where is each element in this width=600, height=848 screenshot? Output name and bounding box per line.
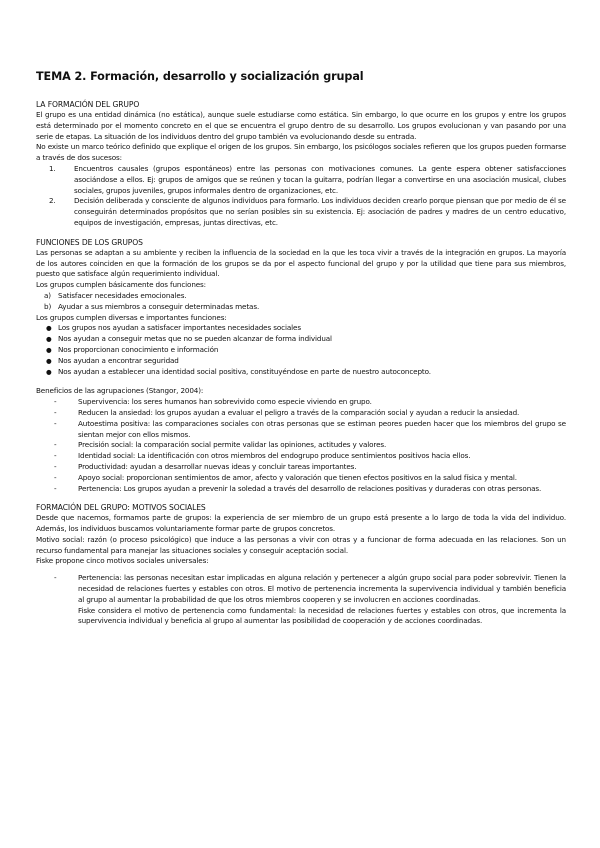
list-item xyxy=(36,196,566,228)
dash-marker: - xyxy=(54,483,57,493)
list-item-text: Reducen la ansiedad: los grupos ayudan a evaluar el peligro a través de la comparación social y ayudan a reducir la ansiedad. xyxy=(78,407,520,417)
numbered-list xyxy=(36,164,566,229)
paragraph: El grupo es una entidad dinámica (no estática), aunque suele estudiarse como estática. Sin embargo, lo que ocurre en los grupos y entre los grupos está determinado por el momento concreto en el que se encuentra el grupo dentro de su desarrollo. Los grupos evolucionan y van pasando por una serie de etapas. La situación de los individuos dentro del grupo también va evolucionando desde su entrada. xyxy=(36,110,566,141)
bullet-list xyxy=(36,323,566,377)
list-item-text: Nos proporcionan conocimiento e información xyxy=(58,344,219,354)
list-item-text: Ayudar a sus miembros a conseguir determinadas metas. xyxy=(58,301,260,311)
list-item-text: Los grupos nos ayudan a satisfacer importantes necesidades sociales xyxy=(58,323,301,333)
document-page xyxy=(36,70,566,627)
dash-marker: - xyxy=(54,451,57,461)
indented-paragraph: Fiske considera el motivo de pertenencia como fundamental: la necesidad de relaciones fuertes y estables con otros, que incrementa la supervivencia individual y beneficia al grupo al aumentar las posibilidad de cooperación y de acciones coordinadas. xyxy=(78,605,566,626)
paragraph: Fiske propone cinco motivos sociales universales: xyxy=(36,556,209,566)
list-item xyxy=(36,291,566,302)
dash-list xyxy=(36,397,566,494)
dash-list xyxy=(36,573,566,605)
list-item-text: Pertenencia: Los grupos ayudan a prevenir la soledad a través del desarrollo de relaciones positivas y duraderas con otras personas. xyxy=(78,483,542,493)
paragraph: Motivo social: razón (o proceso psicológico) que induce a las personas a vivir con otras y a funcionar de forma adecuada en las relaciones. Son un recurso fundamental para manejar las situaciones sociales y conseguir aceptación social. xyxy=(36,534,566,555)
list-item xyxy=(36,397,566,408)
dash-marker: - xyxy=(54,573,57,583)
section-heading-funciones: FUNCIONES DE LOS GRUPOS xyxy=(36,237,143,247)
list-marker: a) xyxy=(44,290,51,300)
list-item xyxy=(36,356,566,367)
list-item xyxy=(36,419,566,441)
bullet-icon: ● xyxy=(46,335,52,344)
dash-marker: - xyxy=(54,397,57,407)
list-item-text: Nos ayudan a conseguir metas que no se pueden alcanzar de forma individual xyxy=(58,334,332,344)
list-item-text: Satisfacer necesidades emocionales. xyxy=(58,290,187,300)
dash-marker: - xyxy=(54,472,57,482)
paragraph: Desde que nacemos, formamos parte de grupos: la experiencia de ser miembro de un grupo está presente a lo largo de toda la vida del individuo. Además, los individuos buscamos voluntariamente formar parte de grupos concretos. xyxy=(36,513,566,534)
section-heading-beneficios: Beneficios de las agrupaciones (Stangor, 2004): xyxy=(36,386,204,396)
lettered-list xyxy=(36,291,566,313)
list-item-text: Apoyo social: proporcionan sentimientos de amor, afecto y valoración que tienen efectos positivos en la salud física y mental. xyxy=(78,472,517,482)
list-item xyxy=(36,473,566,484)
list-item-text: Encuentros causales (grupos espontáneos) entre las personas con motivaciones comunes. La gente espera obtener satisfacciones asociándose a ellos. Ej: grupos de amigos que se reúnen y tocan la guitarra, podrían llegar a convertirse en una asociación musical, clubes sociales, grupos juveniles, grupos informales dentro de organizaciones, etc. xyxy=(74,163,566,195)
list-item xyxy=(36,367,566,378)
list-item xyxy=(36,164,566,196)
list-item-text: Supervivencia: los seres humanos han sobrevivido como especie viviendo en grupo. xyxy=(78,397,372,407)
list-item xyxy=(36,451,566,462)
section-heading-motivos: FORMACIÓN DEL GRUPO: MOTIVOS SOCIALES xyxy=(36,503,206,513)
dash-marker: - xyxy=(54,418,57,428)
list-item xyxy=(36,440,566,451)
list-item xyxy=(36,334,566,345)
paragraph: Los grupos cumplen diversas e importantes funciones: xyxy=(36,312,227,322)
dash-marker: - xyxy=(54,407,57,417)
list-item-text: Decisión deliberada y consciente de algunos individuos para formarlo. Los individuos deciden crearlo porque piensan que por medio de él se conseguirán determinados propósitos que no serían posibles sin su existencia. Ej: asociación de padres y madres de un centro educativo, equipos de investigación, empresas, juntas directivas, etc. xyxy=(74,196,566,227)
list-item-text: Nos ayudan a establecer una identidad social positiva, constituyéndose en parte de nuestro autoconcepto. xyxy=(58,366,431,376)
bullet-icon: ● xyxy=(46,356,52,365)
list-item-text: Autoestima positiva: las comparaciones sociales con otras personas que se estiman peores pueden hacer que los miembros del grupo se sientan mejor con ellos mismos. xyxy=(78,418,566,439)
list-item xyxy=(36,462,566,473)
bullet-icon: ● xyxy=(46,345,52,354)
section-heading-formacion: LA FORMACIÓN DEL GRUPO xyxy=(36,100,140,109)
list-item xyxy=(36,573,566,605)
paragraph: Los grupos cumplen básicamente dos funciones: xyxy=(36,280,206,290)
list-item xyxy=(36,345,566,356)
paragraph: No existe un marco teórico definido que explique el origen de los grupos. Sin embargo, los psicólogos sociales refieren que los grupos pueden formarse a través de dos sucesos: xyxy=(36,142,566,163)
list-item xyxy=(36,302,566,313)
list-item-text: Precisión social: la comparación social permite validar las opiniones, actitudes y valores. xyxy=(78,440,387,450)
bullet-icon: ● xyxy=(46,324,52,333)
list-item-text: Identidad social: La identificación con otros miembros del endogrupo produce sentimientos positivos hacia ellos. xyxy=(78,451,471,461)
paragraph: Las personas se adaptan a su ambiente y reciben la influencia de la sociedad en la que les toca vivir a través de la integración en grupos. La mayoría de los autores coinciden en que la formación de los grupos se da por el aspecto funcional del grupo y por la utilidad que tiene para sus miembros, puesto que satisface algún requerimiento individual. xyxy=(36,247,566,279)
list-item-text: Productividad: ayudan a desarrollar nuevas ideas y concluir tareas importantes. xyxy=(78,461,357,471)
list-marker: 2. xyxy=(49,196,56,206)
dash-marker: - xyxy=(54,440,57,450)
document-title: TEMA 2. Formación, desarrollo y socialización grupal xyxy=(36,70,364,83)
bullet-icon: ● xyxy=(46,367,52,376)
list-item xyxy=(36,323,566,334)
list-item xyxy=(36,408,566,419)
list-item xyxy=(36,484,566,495)
list-marker: 1. xyxy=(49,163,56,173)
list-marker: b) xyxy=(44,301,52,311)
list-item-text: Pertenencia: las personas necesitan estar implicadas en alguna relación y pertenecer a algún grupo social para poder sobrevivir. Tienen la necesidad de relaciones fuertes y estables con otros. El motivo de pertenencia incrementa la supervivencia individual y también beneficia al grupo al aumentar la probabilidad de que los otros miembros cooperen y se involucren en acciones coordinadas. xyxy=(78,573,566,604)
list-item-text: Nos ayudan a encontrar seguridad xyxy=(58,355,179,365)
dash-marker: - xyxy=(54,461,57,471)
